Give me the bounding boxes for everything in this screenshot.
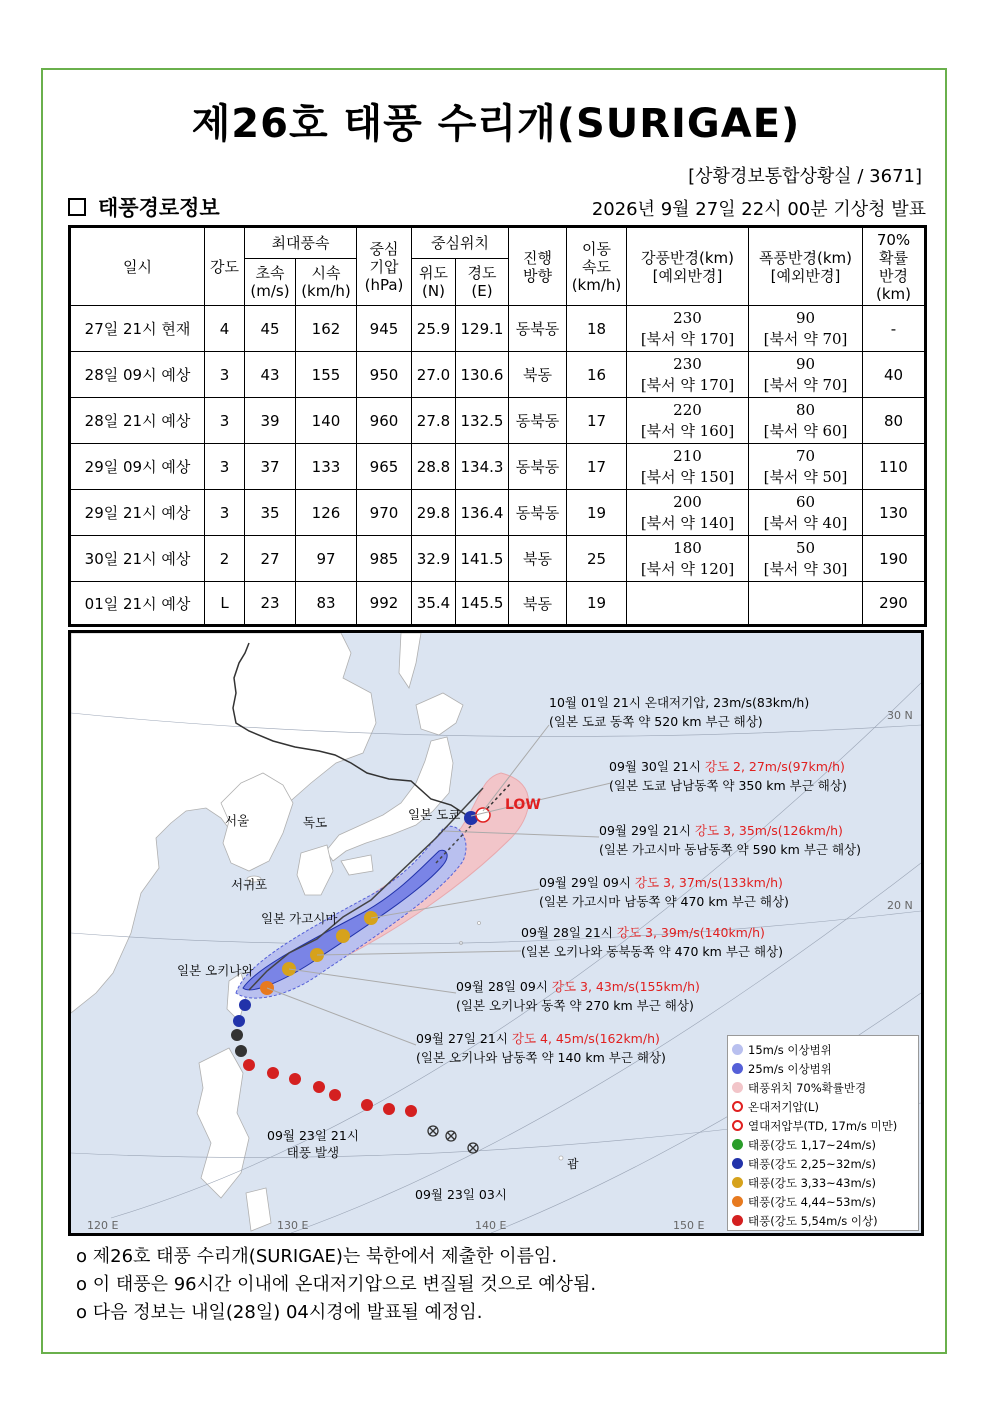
- place-guam: 괌: [567, 1157, 579, 1171]
- cell-kmh: 133: [296, 444, 357, 490]
- cell-speed: 17: [567, 444, 627, 490]
- cell-storm-radius: 60 [북서 약 40]: [749, 490, 863, 536]
- typhoon-icon: [313, 1081, 325, 1093]
- cell-dir: 동북동: [509, 306, 567, 352]
- legend-label: 태풍(강도 5,54m/s 이상): [748, 1213, 878, 1228]
- table-row: [70, 444, 926, 490]
- legend-item: [732, 1078, 914, 1097]
- checkbox-icon: [68, 198, 86, 216]
- table-row: [70, 352, 926, 398]
- header-speed: 이동 속도 (km/h): [567, 227, 627, 306]
- legend-label: 태풍(강도 4,44~53m/s): [748, 1194, 877, 1209]
- axis-lat-20: 20 N: [887, 899, 913, 912]
- cell-ms: 39: [245, 398, 296, 444]
- cell-time: 30일 21시 예상: [70, 536, 205, 582]
- typhoon-icon: [732, 1158, 743, 1169]
- header-time: 일시: [70, 227, 205, 306]
- cell-dir: 동북동: [509, 444, 567, 490]
- cell-speed: 19: [567, 582, 627, 626]
- legend-label: 온대저기압(L): [748, 1099, 819, 1114]
- cell-hpa: 970: [357, 490, 412, 536]
- cell-prob: 40: [863, 352, 926, 398]
- cell-dir: 동북동: [509, 490, 567, 536]
- table-row: [70, 398, 926, 444]
- typhoon-icon: [233, 1015, 245, 1027]
- header-direction: 진행 방향: [509, 227, 567, 306]
- cell-ms: 35: [245, 490, 296, 536]
- annotation-a2: 09월 30일 21시 강도 2, 27m/s(97km/h) (일본 도쿄 남남동쪽 약 350 km 부근 해상): [609, 759, 847, 793]
- cell-lat: 25.9: [412, 306, 456, 352]
- cell-storm-radius: 90 [북서 약 70]: [749, 306, 863, 352]
- legend-item: [732, 1059, 914, 1078]
- place-tokyo: 일본 도쿄: [408, 807, 461, 822]
- cell-lon: 141.5: [456, 536, 509, 582]
- typhoon-track-table: [68, 225, 927, 627]
- annotation-a1: 10월 01일 21시 온대저기압, 23m/s(83km/h) (일본 도쿄 동쪽 약 520 km 부근 해상): [549, 695, 810, 729]
- cell-hpa: 985: [357, 536, 412, 582]
- legend-label: 열대저압부(TD, 17m/s 미만): [748, 1118, 898, 1133]
- cell-speed: 17: [567, 398, 627, 444]
- typhoon-icon: [267, 1067, 279, 1079]
- cell-lon: 129.1: [456, 306, 509, 352]
- axis-lat-30: 30 N: [887, 709, 913, 722]
- section-heading: [68, 192, 220, 222]
- table-row: [70, 582, 926, 626]
- cell-hpa: 992: [357, 582, 412, 626]
- cell-ms: 27: [245, 536, 296, 582]
- start-label: 09월 23일 03시: [415, 1187, 507, 1202]
- cell-hpa: 950: [357, 352, 412, 398]
- place-seoul: 서울: [225, 813, 250, 828]
- cell-storm-radius: 50 [북서 약 30]: [749, 536, 863, 582]
- cell-hpa: 965: [357, 444, 412, 490]
- cell-speed: 19: [567, 490, 627, 536]
- header-lat: 위도 (N): [412, 259, 456, 306]
- annotation-a3: 09월 29일 21시 강도 3, 35m/s(126km/h) (일본 가고시마 동남동쪽 약 590 km 부근 해상): [599, 823, 861, 857]
- cell-time: 28일 09시 예상: [70, 352, 205, 398]
- cell-prob: 190: [863, 536, 926, 582]
- legend-item: [732, 1173, 914, 1192]
- cell-storm-radius: 70 [북서 약 50]: [749, 444, 863, 490]
- cell-kmh: 155: [296, 352, 357, 398]
- cell-lat: 28.8: [412, 444, 456, 490]
- cell-prob: 130: [863, 490, 926, 536]
- typhoon-icon: [732, 1139, 743, 1150]
- legend-item: [732, 1116, 914, 1135]
- typhoon-icon: [383, 1103, 395, 1115]
- cell-storm-radius: [749, 582, 863, 626]
- typhoon-icon: [235, 1045, 247, 1057]
- legend-item: [732, 1154, 914, 1173]
- header-storm-radius: 폭풍반경(km) [예외반경]: [749, 227, 863, 306]
- cell-gale-radius: 230 [북서 약 170]: [627, 306, 749, 352]
- cell-hpa: 960: [357, 398, 412, 444]
- legend-item: [732, 1097, 914, 1116]
- header-lon: 경도 (E): [456, 259, 509, 306]
- annotation-a6: 09월 28일 09시 강도 3, 43m/s(155km/h) (일본 오키나와 동쪽 약 270 km 부근 해상): [456, 979, 700, 1013]
- axis-lon-120: 120 E: [87, 1219, 119, 1232]
- department-label: [상황경보통합상황실 / 3671]: [688, 166, 922, 187]
- table-row: [70, 536, 926, 582]
- cell-gale-radius: [627, 582, 749, 626]
- typhoon-icon: [329, 1089, 341, 1101]
- cell-hpa: 945: [357, 306, 412, 352]
- header-wind-ms: 초속 (m/s): [245, 259, 296, 306]
- cell-gale-radius: 210 [북서 약 150]: [627, 444, 749, 490]
- cell-lon: 130.6: [456, 352, 509, 398]
- cell-ms: 37: [245, 444, 296, 490]
- cell-speed: 25: [567, 536, 627, 582]
- axis-lon-140: 140 E: [475, 1219, 507, 1232]
- cell-ms: 43: [245, 352, 296, 398]
- cell-lon: 134.3: [456, 444, 509, 490]
- cell-lon: 136.4: [456, 490, 509, 536]
- cell-prob: 80: [863, 398, 926, 444]
- cell-lat: 27.8: [412, 398, 456, 444]
- legend-label: 25m/s 이상범위: [748, 1061, 832, 1076]
- header-center: 중심위치: [412, 227, 509, 259]
- typhoon-icon: [405, 1105, 417, 1117]
- legend-label: 태풍(강도 3,33~43m/s): [748, 1175, 877, 1190]
- cell-kmh: 162: [296, 306, 357, 352]
- cell-lat: 27.0: [412, 352, 456, 398]
- table-row: [70, 490, 926, 536]
- typhoon-icon: [289, 1073, 301, 1085]
- cell-prob: -: [863, 306, 926, 352]
- cell-ms: 45: [245, 306, 296, 352]
- legend-label: 태풍위치 70%확률반경: [748, 1080, 867, 1095]
- axis-lon-130: 130 E: [277, 1219, 309, 1232]
- cell-lon: 132.5: [456, 398, 509, 444]
- legend-item: [732, 1192, 914, 1211]
- cell-intensity: 3: [205, 352, 245, 398]
- cell-gale-radius: 220 [북서 약 160]: [627, 398, 749, 444]
- cell-prob: 110: [863, 444, 926, 490]
- cell-storm-radius: 90 [북서 약 70]: [749, 352, 863, 398]
- circle-icon: [732, 1044, 743, 1055]
- cell-dir: 북동: [509, 352, 567, 398]
- typhoon-icon: [732, 1196, 743, 1207]
- axis-lon-150: 150 E: [673, 1219, 705, 1232]
- header-max-wind: 최대풍속: [245, 227, 357, 259]
- place-dokdo: 독도: [303, 815, 328, 830]
- header-gale-radius: 강풍반경(km) [예외반경]: [627, 227, 749, 306]
- cell-dir: 북동: [509, 582, 567, 626]
- cell-time: 29일 21시 예상: [70, 490, 205, 536]
- annotation-a4: 09월 29일 09시 강도 3, 37m/s(133km/h) (일본 가고시마 남동쪽 약 470 km 부근 해상): [539, 875, 789, 909]
- cell-intensity: 2: [205, 536, 245, 582]
- header-wind-kmh: 시속 (km/h): [296, 259, 357, 306]
- header-intensity: 강도: [205, 227, 245, 306]
- typhoon-track-map: [68, 630, 924, 1236]
- header-probability: 70% 확률 반경 (km): [863, 227, 926, 306]
- low-label: LOW: [505, 797, 541, 813]
- cell-kmh: 126: [296, 490, 357, 536]
- cell-prob: 290: [863, 582, 926, 626]
- cell-gale-radius: 230 [북서 약 170]: [627, 352, 749, 398]
- table-row: [70, 306, 926, 352]
- note-2: o 이 태풍은 96시간 이내에 온대저기압으로 변질될 것으로 예상됨.: [76, 1274, 597, 1295]
- cell-lat: 35.4: [412, 582, 456, 626]
- typhoon-icon: [732, 1177, 743, 1188]
- typhoon-icon: [231, 1029, 243, 1041]
- cell-intensity: 4: [205, 306, 245, 352]
- low-icon: [732, 1101, 743, 1112]
- cell-dir: 동북동: [509, 398, 567, 444]
- notes: [76, 1243, 596, 1327]
- cell-lat: 32.9: [412, 536, 456, 582]
- cell-gale-radius: 180 [북서 약 120]: [627, 536, 749, 582]
- issue-time: 2026년 9월 27일 22시 00분 기상청 발표: [591, 199, 926, 220]
- place-okinawa: 일본 오키나와: [177, 963, 254, 978]
- cell-lon: 145.5: [456, 582, 509, 626]
- typhoon-icon: [243, 1059, 255, 1071]
- annotation-a7: 09월 27일 21시 강도 4, 45m/s(162km/h) (일본 오키나와 남동쪽 약 140 km 부근 해상): [416, 1031, 666, 1065]
- cell-time: 01일 21시 예상: [70, 582, 205, 626]
- typhoon-icon: [732, 1215, 743, 1226]
- cell-ms: 23: [245, 582, 296, 626]
- place-seogwipo: 서귀포: [231, 877, 268, 892]
- circle-icon: [732, 1082, 743, 1093]
- cell-time: 29일 09시 예상: [70, 444, 205, 490]
- low-icon: [476, 808, 490, 822]
- cell-time: 27일 21시 현재: [70, 306, 205, 352]
- annotation-a5: 09월 28일 21시 강도 3, 39m/s(140km/h) (일본 오키나와 동북동쪽 약 470 km 부근 해상): [521, 925, 783, 959]
- cell-kmh: 83: [296, 582, 357, 626]
- cell-kmh: 140: [296, 398, 357, 444]
- typhoon-icon: [239, 999, 251, 1011]
- cell-storm-radius: 80 [북서 약 60]: [749, 398, 863, 444]
- cell-intensity: 3: [205, 444, 245, 490]
- section-title: 태풍경로정보: [98, 196, 220, 220]
- legend-item: [732, 1040, 914, 1059]
- td-icon: [732, 1120, 743, 1131]
- cell-kmh: 97: [296, 536, 357, 582]
- cell-speed: 18: [567, 306, 627, 352]
- cell-dir: 북동: [509, 536, 567, 582]
- page-title: 제26호 태풍 수리개(SURIGAE): [191, 101, 801, 147]
- cell-intensity: L: [205, 582, 245, 626]
- cell-lat: 29.8: [412, 490, 456, 536]
- cell-gale-radius: 200 [북서 약 140]: [627, 490, 749, 536]
- typhoon-icon: [361, 1099, 373, 1111]
- legend-label: 15m/s 이상범위: [748, 1042, 832, 1057]
- circle-icon: [732, 1063, 743, 1074]
- genesis-label: 09월 23일 21시 태풍 발생: [267, 1128, 359, 1160]
- cell-time: 28일 21시 예상: [70, 398, 205, 444]
- cell-intensity: 3: [205, 490, 245, 536]
- legend-label: 태풍(강도 2,25~32m/s): [748, 1156, 877, 1171]
- cell-intensity: 3: [205, 398, 245, 444]
- typhoon-icon: [336, 929, 350, 943]
- legend-item: [732, 1211, 914, 1230]
- header-pressure: 중심 기압 (hPa): [357, 227, 412, 306]
- cell-speed: 16: [567, 352, 627, 398]
- legend-item: [732, 1135, 914, 1154]
- legend-label: 태풍(강도 1,17~24m/s): [748, 1137, 877, 1152]
- map-legend: [727, 1035, 919, 1231]
- note-3: o 다음 정보는 내일(28일) 04시경에 발표될 예정임.: [76, 1302, 483, 1323]
- note-1: o 제26호 태풍 수리개(SURIGAE)는 북한에서 제출한 이름임.: [76, 1246, 558, 1267]
- place-kagoshima: 일본 가고시마: [261, 911, 338, 926]
